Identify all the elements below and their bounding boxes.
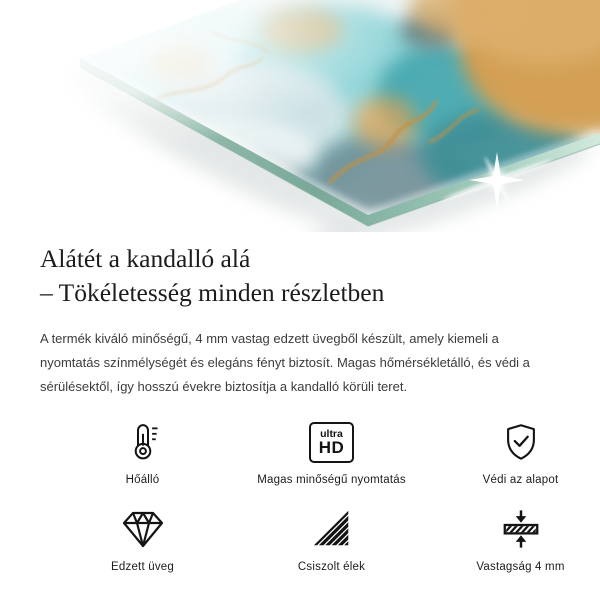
feature-label: Vastagság 4 mm xyxy=(476,561,565,573)
page-title xyxy=(40,242,560,310)
feature-label: Csiszolt élek xyxy=(297,561,366,573)
white-fade-overlay xyxy=(0,0,600,232)
hero-scene xyxy=(0,0,600,232)
product-description-text: A termék kiváló minőségű, 4 mm vastag edzett üvegből készült, amely kiemeli a nyomtatás színmélységét és elegáns fényt biztosít. Magas hőmérsékletálló, és védi a sérülésektől, így hosszú évekre biztosítja a kandalló körüli teret. xyxy=(40,331,530,394)
ultra-hd-badge-top: ultra xyxy=(320,427,343,440)
feature-thickness xyxy=(426,506,600,573)
feature-label: Edzett üveg xyxy=(111,561,174,573)
product-image xyxy=(0,0,600,232)
ultra-hd-badge-bottom: HD xyxy=(318,437,345,457)
thickness-icon xyxy=(500,506,542,552)
feature-label: Védi az alapot xyxy=(482,474,559,486)
feature-protects-base xyxy=(426,419,600,486)
shield-check-icon xyxy=(500,419,542,465)
feature-tempered-glass xyxy=(48,506,237,573)
thermometer-icon xyxy=(123,419,163,465)
ultra-hd-icon xyxy=(309,419,354,465)
feature-polished-edges xyxy=(237,506,426,573)
title-line-2: – Tökéletesség minden részletben xyxy=(40,278,385,307)
feature-label: Hőálló xyxy=(125,474,160,486)
feature-heat-resistant xyxy=(48,419,237,486)
product-description-section xyxy=(0,242,600,573)
diamond-icon xyxy=(121,506,165,552)
feature-grid xyxy=(48,419,600,573)
feature-label: Magas minőségű nyomtatás xyxy=(257,474,406,486)
polished-edges-icon xyxy=(313,506,351,552)
feature-print-quality xyxy=(237,419,426,486)
title-line-1: Alátét a kandalló alá xyxy=(40,244,251,273)
